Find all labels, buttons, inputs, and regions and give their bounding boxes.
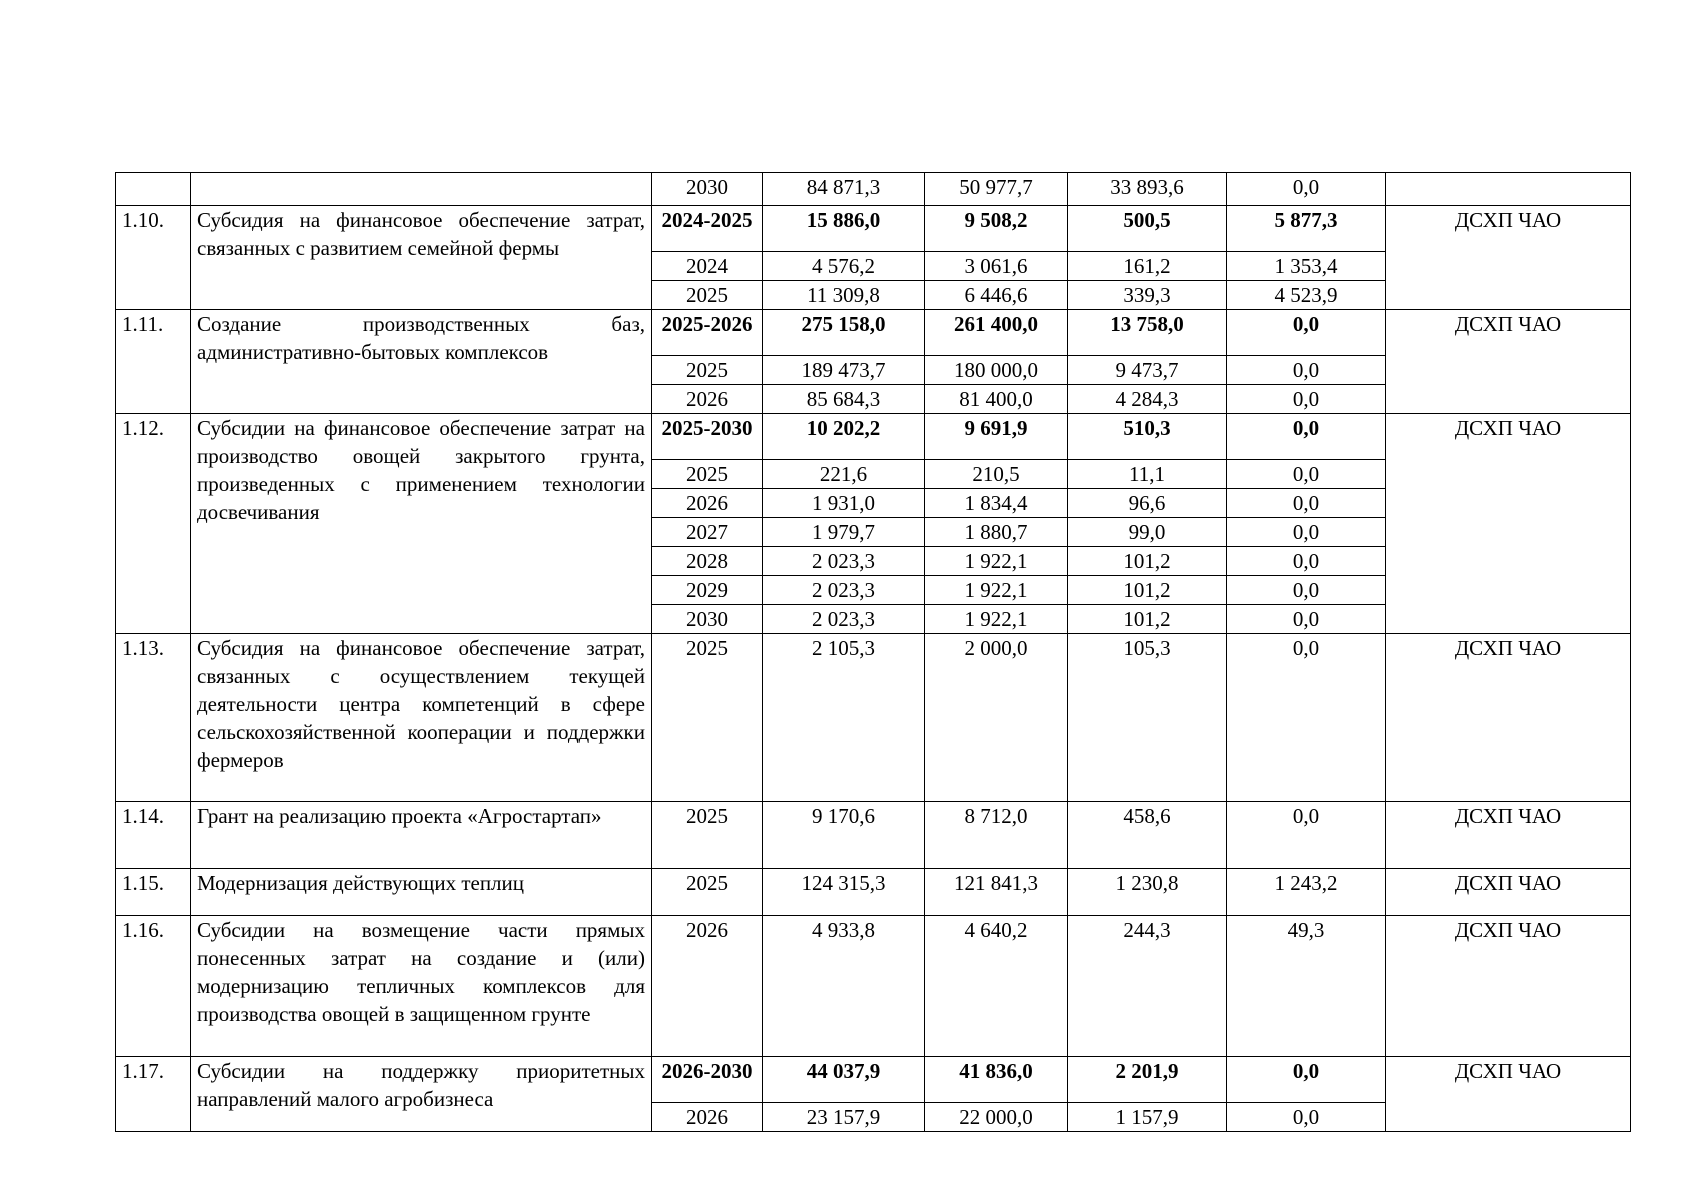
total-cell: 1 979,7 [763, 518, 925, 547]
federal-cell [925, 310, 1068, 356]
regional-cell [1068, 414, 1227, 460]
other-cell: 0,0 [1227, 460, 1386, 489]
bold-total-value: 5 877,3 [1274, 208, 1338, 232]
table-row [116, 916, 1631, 1057]
bold-total-value: 15 886,0 [806, 208, 881, 232]
item-number-cell: 1.11. [116, 310, 191, 414]
year-cell: 2024 [652, 252, 763, 281]
item-number-cell [116, 173, 191, 206]
regional-cell: 99,0 [1068, 518, 1227, 547]
bold-total-value: 9 508,2 [964, 208, 1028, 232]
regional-cell: 1 157,9 [1068, 1103, 1227, 1132]
executor-cell: ДСХП ЧАО [1386, 1057, 1631, 1132]
regional-cell: 33 893,6 [1068, 173, 1227, 206]
total-cell: 2 023,3 [763, 547, 925, 576]
total-cell: 221,6 [763, 460, 925, 489]
item-name-cell: Субсидии на возмещение части прямых понесенных затрат на создание и (или) модернизацию тепличных комплексов для производства овощей в защищенном грунте [191, 916, 652, 1057]
bold-total-value: 261 400,0 [954, 312, 1038, 336]
other-cell: 0,0 [1227, 173, 1386, 206]
federal-cell: 3 061,6 [925, 252, 1068, 281]
federal-cell: 1 922,1 [925, 547, 1068, 576]
total-cell [763, 310, 925, 356]
bold-total-value: 9 691,9 [964, 416, 1028, 440]
year-cell: 2030 [652, 605, 763, 634]
regional-cell: 101,2 [1068, 576, 1227, 605]
executor-cell: ДСХП ЧАО [1386, 414, 1631, 634]
table-row [116, 414, 1631, 460]
year-cell: 2026 [652, 489, 763, 518]
regional-cell: 105,3 [1068, 634, 1227, 802]
regional-cell: 101,2 [1068, 547, 1227, 576]
total-cell: 1 931,0 [763, 489, 925, 518]
total-cell: 11 309,8 [763, 281, 925, 310]
federal-cell: 180 000,0 [925, 356, 1068, 385]
regional-cell: 96,6 [1068, 489, 1227, 518]
year-cell: 2025 [652, 281, 763, 310]
other-cell: 0,0 [1227, 385, 1386, 414]
federal-cell: 22 000,0 [925, 1103, 1068, 1132]
item-name-cell [191, 173, 652, 206]
table-row [116, 206, 1631, 252]
total-cell: 2 105,3 [763, 634, 925, 802]
bold-total-value: 10 202,2 [806, 416, 881, 440]
regional-cell: 11,1 [1068, 460, 1227, 489]
total-cell [763, 206, 925, 252]
federal-cell: 50 977,7 [925, 173, 1068, 206]
federal-cell: 1 834,4 [925, 489, 1068, 518]
executor-cell: ДСХП ЧАО [1386, 634, 1631, 802]
other-cell: 0,0 [1227, 576, 1386, 605]
item-name-cell: Субсидии на поддержку приоритетных направлений малого агробизнеса [191, 1057, 652, 1132]
table-body [116, 173, 1631, 1132]
regional-cell: 101,2 [1068, 605, 1227, 634]
bold-total-value: 44 037,9 [806, 1059, 881, 1083]
bold-total-value: 0,0 [1292, 312, 1320, 336]
table-row [116, 1057, 1631, 1103]
other-cell: 0,0 [1227, 802, 1386, 869]
total-cell [763, 414, 925, 460]
item-number-cell: 1.10. [116, 206, 191, 310]
year-cell: 2026 [652, 916, 763, 1057]
federal-cell: 1 922,1 [925, 605, 1068, 634]
federal-cell: 2 000,0 [925, 634, 1068, 802]
year-cell: 2025 [652, 869, 763, 916]
federal-cell: 8 712,0 [925, 802, 1068, 869]
year-cell: 2026 [652, 385, 763, 414]
executor-cell [1386, 173, 1631, 206]
table-row [116, 802, 1631, 869]
item-name-cell: Грант на реализацию проекта «Агростартап» [191, 802, 652, 869]
other-cell: 0,0 [1227, 356, 1386, 385]
other-cell: 49,3 [1227, 916, 1386, 1057]
year-cell: 2030 [652, 173, 763, 206]
item-name-cell: Субсидии на финансовое обеспечение затрат на производство овощей закрытого грунта, произведенных с применением технологии досвечивания [191, 414, 652, 634]
total-cell: 85 684,3 [763, 385, 925, 414]
other-cell: 0,0 [1227, 518, 1386, 547]
other-cell: 0,0 [1227, 547, 1386, 576]
regional-cell: 458,6 [1068, 802, 1227, 869]
period-cell [652, 414, 763, 460]
total-cell: 4 576,2 [763, 252, 925, 281]
year-cell: 2028 [652, 547, 763, 576]
federal-cell: 6 446,6 [925, 281, 1068, 310]
federal-cell: 1 880,7 [925, 518, 1068, 547]
year-cell: 2025 [652, 802, 763, 869]
federal-cell: 81 400,0 [925, 385, 1068, 414]
federal-cell: 121 841,3 [925, 869, 1068, 916]
bold-total-value: 2 201,9 [1115, 1059, 1179, 1083]
item-name-cell: Создание производственных баз, административно-бытовых комплексов [191, 310, 652, 414]
total-cell [763, 1057, 925, 1103]
year-cell: 2025 [652, 634, 763, 802]
total-cell: 9 170,6 [763, 802, 925, 869]
other-cell: 0,0 [1227, 634, 1386, 802]
year-cell: 2029 [652, 576, 763, 605]
table-row [116, 634, 1631, 802]
regional-cell: 244,3 [1068, 916, 1227, 1057]
year-cell: 2027 [652, 518, 763, 547]
total-cell: 84 871,3 [763, 173, 925, 206]
federal-cell: 1 922,1 [925, 576, 1068, 605]
item-number-cell: 1.17. [116, 1057, 191, 1132]
executor-cell: ДСХП ЧАО [1386, 206, 1631, 310]
total-cell: 124 315,3 [763, 869, 925, 916]
period-total-label: 2024-2025 [661, 208, 753, 232]
other-cell: 0,0 [1227, 605, 1386, 634]
period-total-label: 2025-2026 [661, 312, 753, 336]
bold-total-value: 275 158,0 [801, 312, 886, 336]
other-cell [1227, 1057, 1386, 1103]
regional-cell [1068, 310, 1227, 356]
executor-cell: ДСХП ЧАО [1386, 802, 1631, 869]
total-cell: 23 157,9 [763, 1103, 925, 1132]
item-number-cell: 1.16. [116, 916, 191, 1057]
period-total-label: 2026-2030 [661, 1059, 753, 1083]
table-row [116, 310, 1631, 356]
executor-cell: ДСХП ЧАО [1386, 869, 1631, 916]
total-cell: 2 023,3 [763, 605, 925, 634]
federal-cell [925, 414, 1068, 460]
item-number-cell: 1.15. [116, 869, 191, 916]
regional-cell: 161,2 [1068, 252, 1227, 281]
item-name-cell: Субсидия на финансовое обеспечение затрат, связанных с развитием семейной фермы [191, 206, 652, 310]
bold-total-value: 13 758,0 [1110, 312, 1184, 336]
bold-total-value: 500,5 [1123, 208, 1171, 232]
item-number-cell: 1.14. [116, 802, 191, 869]
year-cell: 2026 [652, 1103, 763, 1132]
period-cell [652, 206, 763, 252]
item-name-cell: Модернизация действующих теплиц [191, 869, 652, 916]
other-cell: 0,0 [1227, 1103, 1386, 1132]
federal-cell [925, 1057, 1068, 1103]
other-cell [1227, 310, 1386, 356]
bold-total-value: 510,3 [1123, 416, 1171, 440]
regional-cell [1068, 1057, 1227, 1103]
federal-cell [925, 206, 1068, 252]
other-cell: 1 243,2 [1227, 869, 1386, 916]
bold-total-value: 0,0 [1292, 416, 1320, 440]
regional-cell [1068, 206, 1227, 252]
item-number-cell: 1.13. [116, 634, 191, 802]
executor-cell: ДСХП ЧАО [1386, 310, 1631, 414]
total-cell: 4 933,8 [763, 916, 925, 1057]
executor-cell: ДСХП ЧАО [1386, 916, 1631, 1057]
period-cell [652, 310, 763, 356]
period-cell [652, 1057, 763, 1103]
regional-cell: 1 230,8 [1068, 869, 1227, 916]
bold-total-value: 41 836,0 [959, 1059, 1033, 1083]
other-cell: 0,0 [1227, 489, 1386, 518]
regional-cell: 9 473,7 [1068, 356, 1227, 385]
other-cell: 4 523,9 [1227, 281, 1386, 310]
bold-total-value: 0,0 [1292, 1059, 1320, 1083]
other-cell [1227, 206, 1386, 252]
funding-table [115, 172, 1631, 1132]
year-cell: 2025 [652, 356, 763, 385]
total-cell: 189 473,7 [763, 356, 925, 385]
federal-cell: 4 640,2 [925, 916, 1068, 1057]
regional-cell: 339,3 [1068, 281, 1227, 310]
table-row [116, 173, 1631, 206]
item-number-cell: 1.12. [116, 414, 191, 634]
period-total-label: 2025-2030 [661, 416, 753, 440]
other-cell: 1 353,4 [1227, 252, 1386, 281]
item-name-cell: Субсидия на финансовое обеспечение затрат, связанных с осуществлением текущей деятельности центра компетенций в сфере сельскохозяйственной кооперации и поддержки фермеров [191, 634, 652, 802]
year-cell: 2025 [652, 460, 763, 489]
federal-cell: 210,5 [925, 460, 1068, 489]
table-row [116, 869, 1631, 916]
total-cell: 2 023,3 [763, 576, 925, 605]
regional-cell: 4 284,3 [1068, 385, 1227, 414]
other-cell [1227, 414, 1386, 460]
